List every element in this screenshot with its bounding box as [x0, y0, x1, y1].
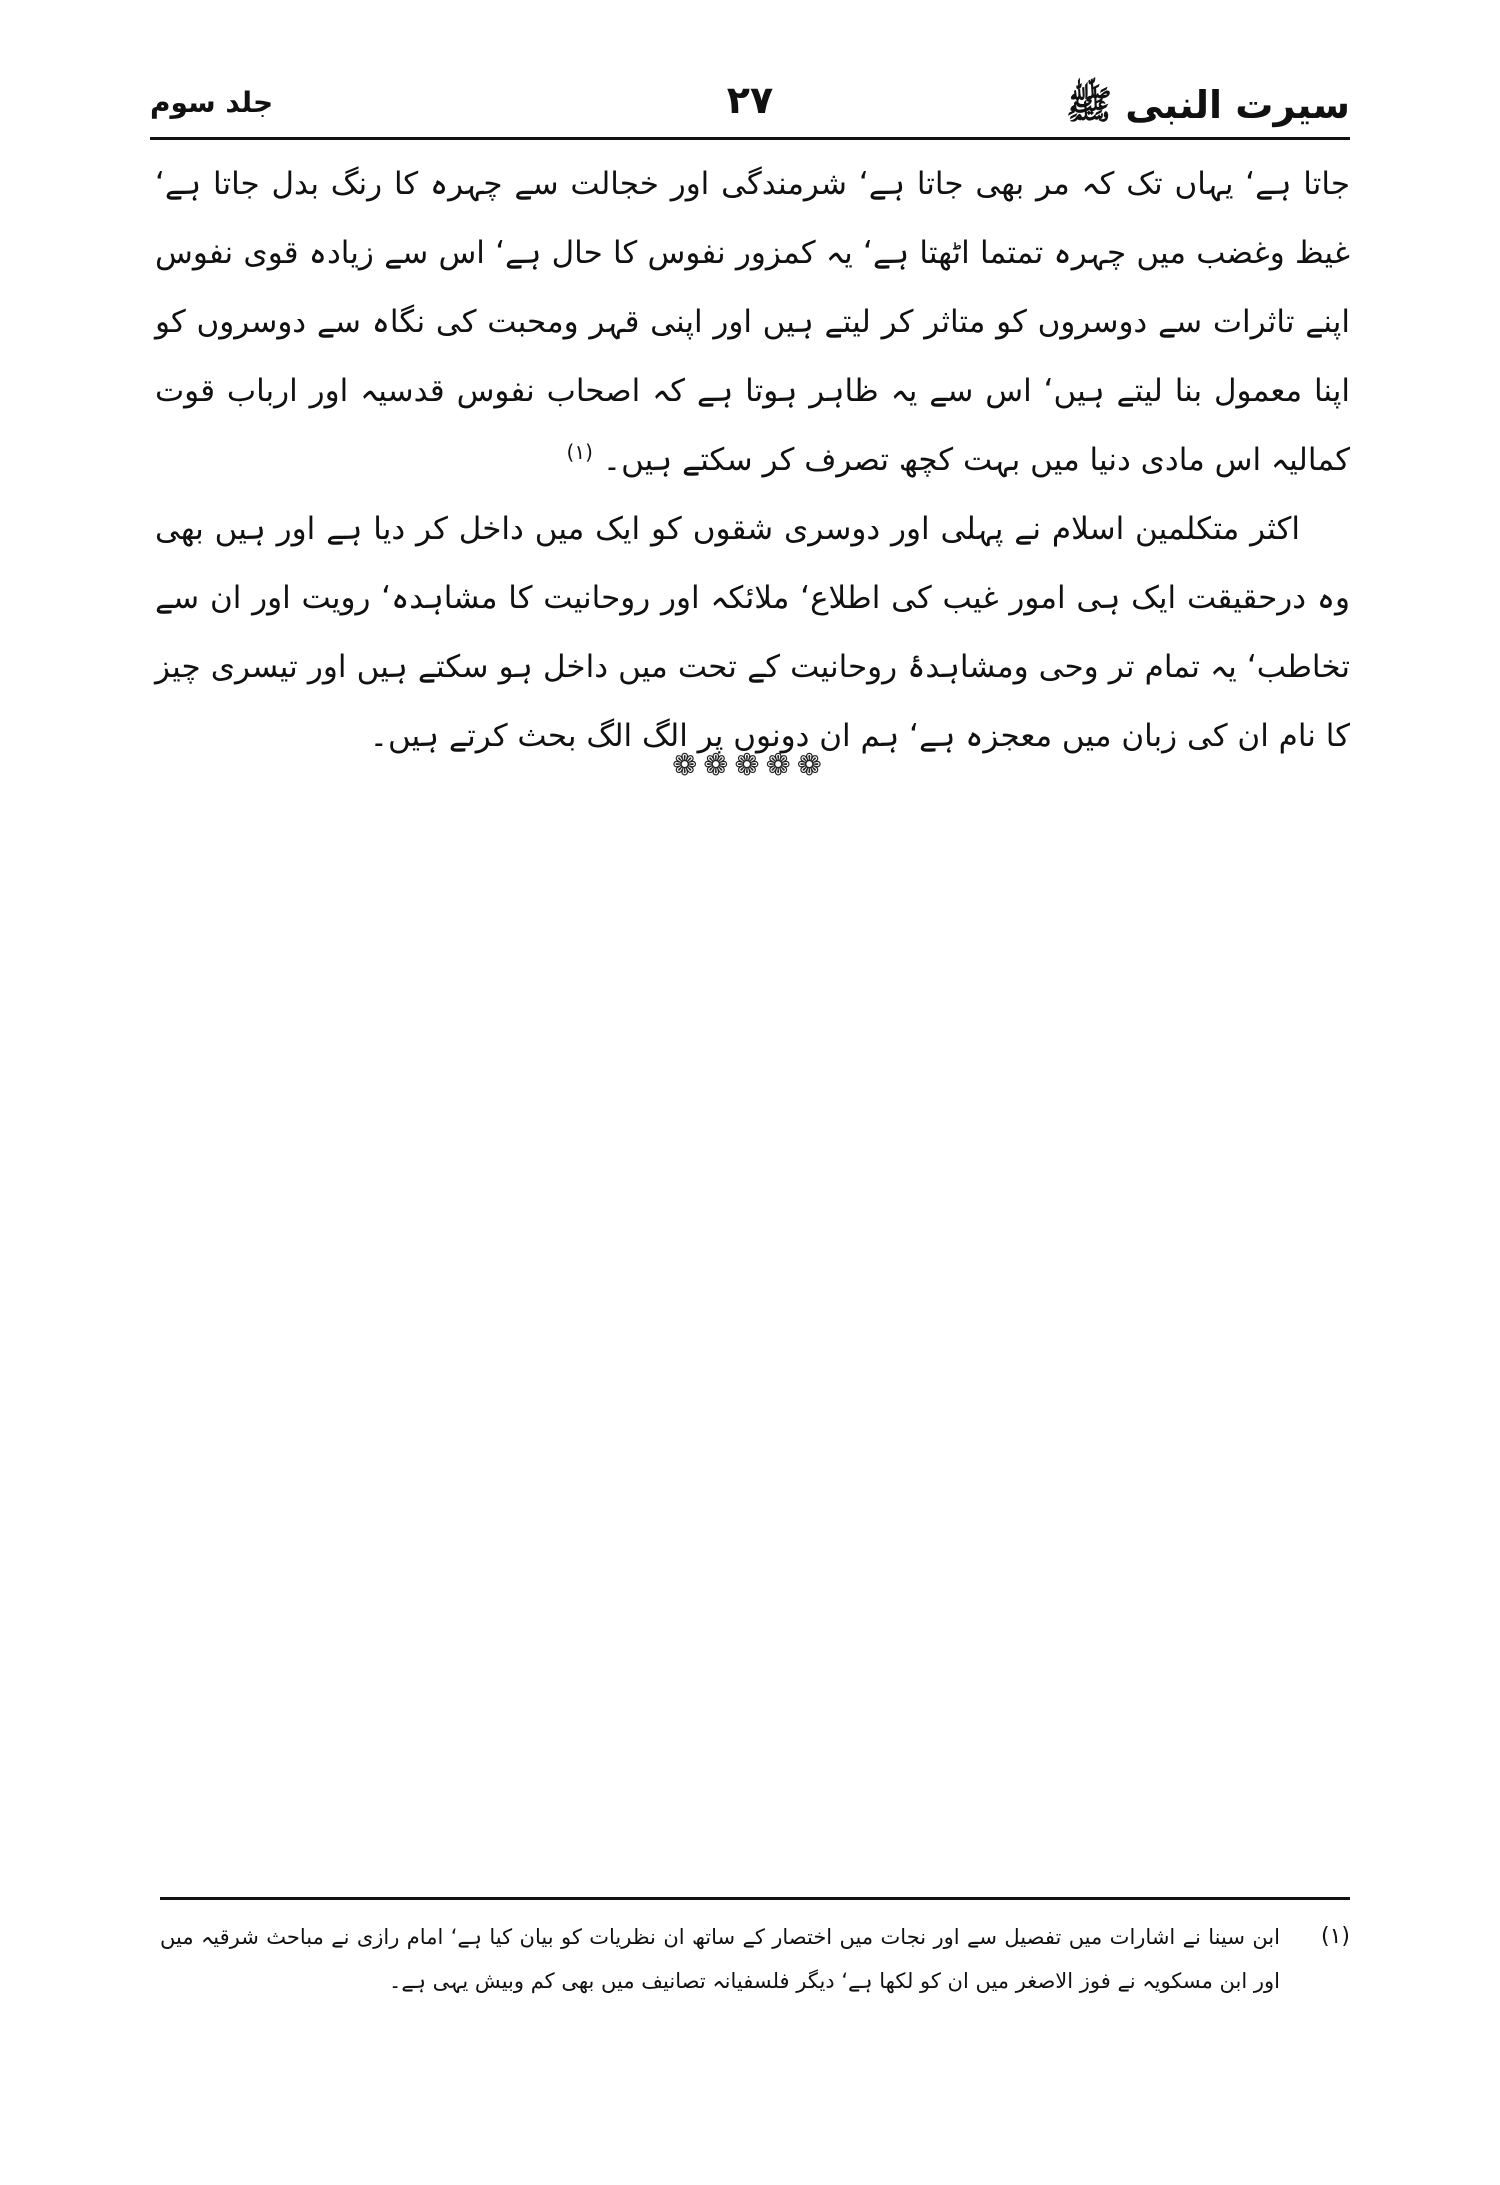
page-header: [150, 78, 1350, 138]
footnote-item: [160, 1915, 1350, 2003]
header-divider: [150, 137, 1350, 140]
volume-label: جلد سوم: [150, 86, 274, 119]
paragraph-2: [155, 495, 1350, 771]
footnote-text: ابن سینا نے اشارات میں تفصیل سے اور نجات میں اختصار کے ساتھ ان نظریات کو بیان کیا ہے‘ امام رازی نے مباحث شرقیہ میں اور ابن مسکویہ نے فوز الاصغر میں ان کو لکھا ہے‘ دیگر فلسفیانہ تصانیف میں بھی کم وبیش یہی ہے۔: [160, 1925, 1280, 1993]
paragraph-1-text: جاتا ہے‘ یہاں تک کہ مر بھی جاتا ہے‘ شرمندگی اور خجالت سے چہرہ کا رنگ بدل جاتا ہے‘ غیظ وغضب میں چہرہ تمتما اٹھتا ہے‘ یہ کمزور نفوس کا حال ہے‘ اس سے زیادہ قوی نفوس اپنے تاثرات سے دوسروں کو متاثر کر لیتے ہیں اور اپنی قہر ومحبت کی نگاہ سے دوسروں کو اپنا معمول بنا لیتے ہیں‘ اس سے یہ ظاہر ہوتا ہے کہ اصحاب نفوس قدسیہ اور ارباب قوت کمالیہ اس مادی دنیا میں بہت کچھ تصرف کر سکتے ہیں۔: [155, 166, 1350, 478]
paragraph-2-text: اکثر متکلمین اسلام نے پہلی اور دوسری شقوں کو ایک میں داخل کر دیا ہے اور ہیں بھی وہ درحقیقت ایک ہی امور غیب کی اطلاع‘ ملائکہ اور روحانیت کا مشاہدہ‘ رویت اور ان سے تخاطب‘ یہ تمام تر وحی ومشاہدۂ روحانیت کے تحت میں داخل ہو سکتے ہیں اور تیسری چیز کا نام ان کی زبان میں معجزہ ہے‘ ہم ان دونوں پر الگ الگ بحث کرتے ہیں۔: [155, 511, 1350, 754]
footnotes: [160, 1915, 1350, 2003]
footnote-divider: [160, 1897, 1350, 1900]
book-title: سیرت النبی ﷺ: [1066, 83, 1350, 127]
footnote-reference: (۱): [566, 439, 593, 464]
main-text: [155, 150, 1350, 771]
section-ornament: ❁❁❁❁❁: [672, 748, 828, 783]
footnote-number: (۱): [1320, 1924, 1350, 1949]
paragraph-1: [155, 150, 1350, 495]
page-number: ۲۷: [726, 78, 774, 122]
